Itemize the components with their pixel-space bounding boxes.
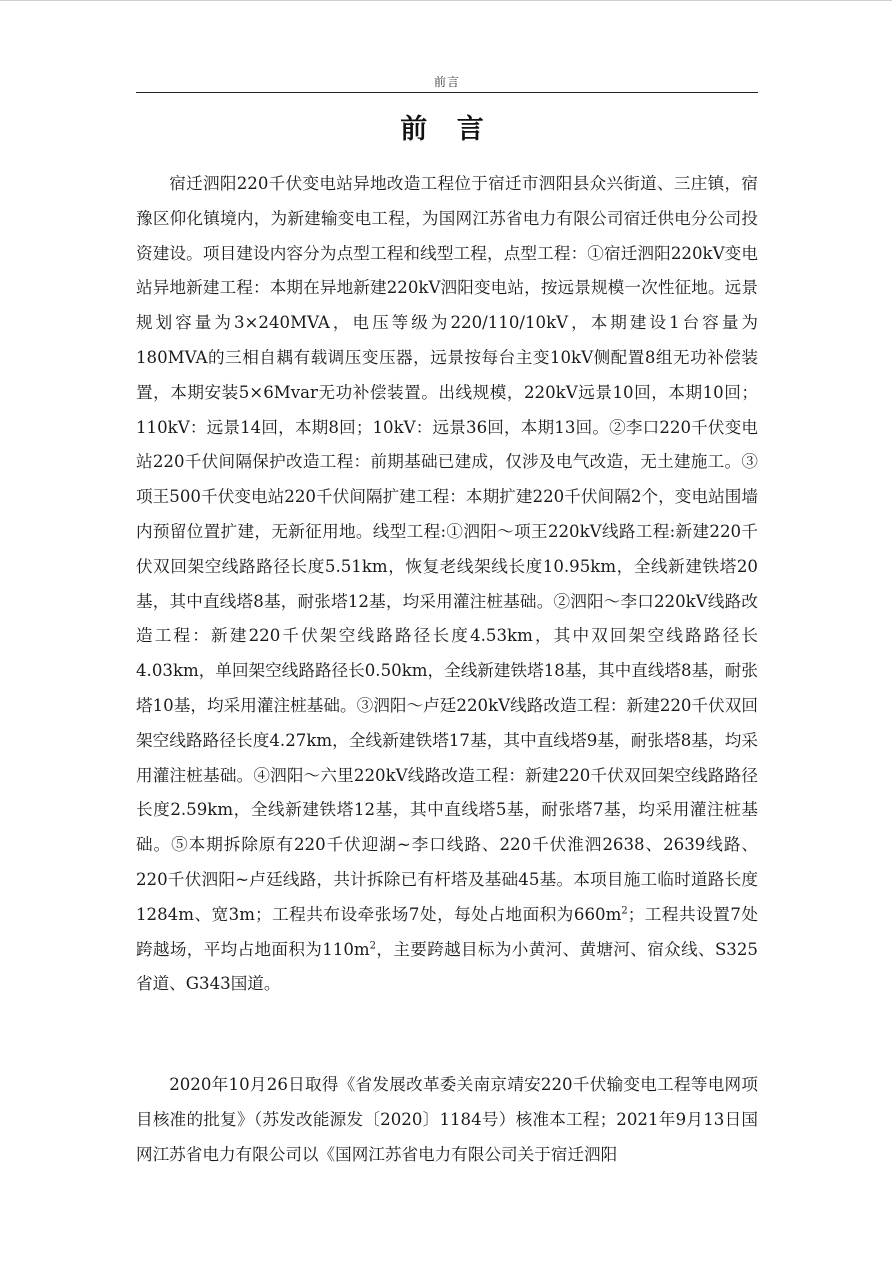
page-title: 前 言 <box>400 114 494 145</box>
paragraph-1-text: 宿迁泗阳220千伏变电站异地改造工程位于宿迁市泗阳县众兴街道、三庄镇，宿豫区仰化镇境内，为新建输变电工程，为国网江苏省电力有限公司宿迁供电分公司投资建设。项目建设内容分为点型工程和线型工程，点型工程：①宿迁泗阳220kV变电站异地新建工程：本期在异地新建220kV泗阳变电站，按远景规模一次性征地。远景规划容量为3×240MVA，电压等级为220/110/10kV，本期建设1台容量为180MVA的三相自耦有载调压变压器，远景按每台主变10kV侧配置8组无功补偿装置，本期安装5×6Mvar无功补偿装置。出线规模，220kV远景10回，本期10回；110kV：远景14回，本期8回；10kV：远景36回，本期13回。②李口220千伏变电站220千伏间隔保护改造工程：前期基础已建成，仅涉及电气改造，无土建施工。③项王500千伏变电站220千伏间隔扩建工程：本期扩建220千伏间隔2个，变电站围墙内预留位置扩建，无新征用地。线型工程:①泗阳～项王220kV线路工程:新建220千伏双回架空线路路径长度5.51km，恢复老线架线长度10.95km，全线新建铁塔20基，其中直线塔8基，耐张塔12基，均采用灌注桩基础。②泗阳～李口220kV线路改造工程：新建220千伏架空线路路径长度4.53km，其中双回架空线路路径长4.03km，单回架空线路路径长0.50km，全线新建铁塔18基，其中直线塔8基，耐张塔10基，均采用灌注桩基础。③泗阳～卢廷220kV线路改造工程：新建220千伏双回架空线路路径长度4.27km，全线新建铁塔17基，其中直线塔9基，耐张塔8基，均采用灌注桩基础。④泗阳～六里220kV线路改造工程：新建220千伏双回架空线路路径长度2.59km，全线新建铁塔12基，其中直线塔5基，耐张塔7基，均采用灌注桩基础。⑤本期拆除原有220千伏迎湖~李口线路、220千伏淮泗2638、2639线路、220千伏泗阳~卢廷线路，共计拆除已有杆塔及基础45基。本项目施工临时道路长度1284m、宽3m；工程共布设牵张场7处，每处占地面积为660m <box>136 174 758 924</box>
superscript-square-1: 2 <box>621 905 628 917</box>
body-paragraph-2 <box>136 1068 758 1172</box>
running-header: 前言 <box>433 75 460 89</box>
header-rule <box>136 92 758 93</box>
paragraph-1-end: ，主要跨越目标为小黄河、黄塘河、宿众线、S325省道、G343国道。 <box>136 939 758 994</box>
paragraph-2-text: 2020年10月26日取得《省发展改革委关南京靖安220千伏输变电工程等电网项目核准的批复》（苏发改能源发〔2020〕1184号）核准本工程；2021年9月13日国网江苏省电力有限公司以《国网江苏省电力有限公司关于宿迁泗阳 <box>136 1075 758 1164</box>
superscript-square-2: 2 <box>369 940 377 951</box>
paragraph-1-mid: ；工程共设置7处跨越场，平均占地面积为110m <box>136 904 758 959</box>
body-paragraph-1 <box>136 167 758 1002</box>
